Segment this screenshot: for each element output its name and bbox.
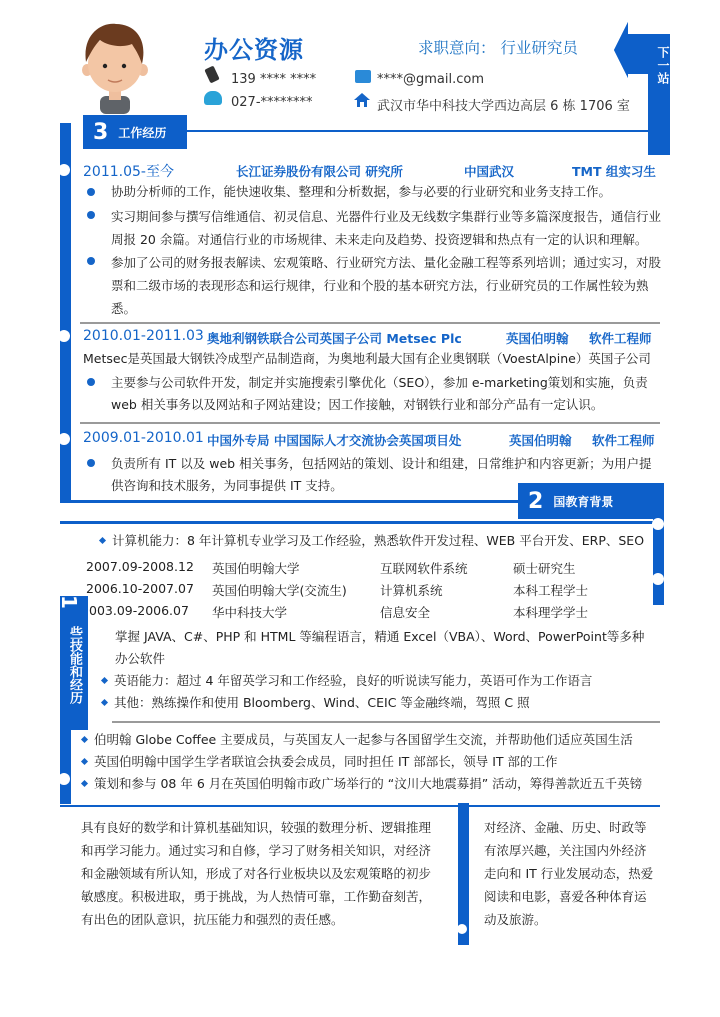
bullet-dot [87,211,95,219]
diamond-bullet-icon [81,758,88,765]
bullet-dot [87,459,95,467]
job-company: 奥地利钢铁联合公司英国子公司 Metsec Plc [207,331,462,346]
work-section-rule [186,130,652,132]
mobile-icon [204,66,219,84]
work-section-number: 3 [93,119,109,145]
job-bullet: 参加了公司的财务报表解读、宏观策略、行业研究方法、量化金融工程等系列培训；通过实习，对股票和二级市场的表现形态和运行规律，行业和个股的基本研究方法，行业研究员的工作属性较为熟悉。 [111,255,662,316]
edu-degree: 本科理学学士 [513,605,589,620]
activity-text: 策划和参与 08 年 6 月在英国伯明翰市政广场举行的 “汶川大地震募捐” 活动，筹得善款近五千英镑 [94,776,643,791]
education-right-bar [653,519,664,605]
edu-period: 2006.10-2007.07 [86,581,194,596]
skills-section-title: 些技能和经历 [67,626,82,704]
activity-item [80,774,642,792]
education-section-title: 国教育背景 [553,494,614,509]
job-role: TMT 组实习生 [572,164,656,179]
work-box-bottom-rule [60,500,520,503]
activity-text: 英国伯明翰中国学生学者联谊会执委会成员，同时担任 IT 部部长，领导 IT 部的工作 [94,754,558,769]
job-description: Metsec是英国最大钢铁冷成型产品制造商，为奥地利最大国有企业奥钢联（VoestAlpine）英国子公司 [83,351,651,366]
bullet-dot [87,188,95,196]
job-divider [80,422,660,424]
bullet-dot [87,378,95,386]
edu-major: 计算机系统 [380,583,443,598]
avatar [78,18,150,114]
diamond-bullet-icon [81,736,88,743]
phone-icon [204,91,222,105]
diamond-bullet-icon [101,699,108,706]
diamond-bullet-icon [81,780,88,787]
edu-major: 互联网软件系统 [380,561,468,576]
edu-school: 英国伯明翰大学(交流生) [212,583,347,598]
edu-degree: 本科工程学士 [513,583,589,598]
diamond-bullet-icon [101,677,108,684]
activity-item [80,730,633,748]
work-section-title: 工作经历 [118,125,167,140]
email-icon [355,70,371,83]
computer-skill-text: 计算机能力：8 年计算机专业学习及工作经验，熟悉软件开发过程、WEB 平台开发、ERP、SEO [112,533,645,548]
mobile-number: 139 **** **** [231,72,317,87]
activity-item [80,752,558,770]
edu-period: 2007.09-2008.12 [86,559,194,574]
job-bullet: 负责所有 IT 以及 web 相关事务，包括网站的策划、设计和组建，日常维护和内容更新；为用户提供咨询和技术服务，为同事提供 IT 支持。 [111,456,652,493]
job-company: 长江证券股份有限公司 研究所 [236,164,403,179]
interests: 对经济、金融、历史、时政等有浓厚兴趣，关注国内外经济走向和 IT 行业发展动态，热爱阅读和电影，喜爱各种体育运动及旅游。 [484,820,654,927]
timeline-node [652,518,664,530]
next-stop-label: 下一站 [656,46,670,85]
diamond-bullet-icon [99,537,106,544]
edu-school: 华中科技大学 [212,605,288,620]
timeline-node [652,573,664,585]
job-role: 软件工程师 [592,433,655,448]
bullet-dot [87,257,95,265]
job-divider [80,322,660,324]
computer-skill [98,531,644,549]
timeline-node [457,924,467,934]
timeline-node [58,164,70,176]
self-evaluation: 具有良好的数学和计算机基础知识，较强的数理分析、逻辑推理和再学习能力。通过实习和自修，学习了财务相关知识，对经济和金融领域有所认知，形成了对各行业板块以及宏观策略的初步敏感度。积极进取，勇于挑战，为人热情可靠，工作勤奋刻苦，有出色的团队意识，抗压能力和强烈的责任感。 [81,820,432,927]
job-company: 中国外专局 中国国际人才交流协会英国项目处 [207,433,462,448]
activity-text: 伯明翰 Globe Coffee 主要成员，与英国友人一起参与各国留学生交流，并帮助他们适应英国生活 [94,732,633,747]
skills-left-bar [60,728,71,804]
job-period: 2011.05-至今 [83,164,174,180]
job-objective: 求职意向： 行业研究员 [418,39,578,57]
job-location: 中国武汉 [464,164,515,179]
job-bullet: 实习期间参与撰写信维通信、初灵信息、光器件行业及无线数字集群行业等多篇深度报告，通信行业周报 20 余篇。对通信行业的市场规律、未来走向及趋势、投资逻辑和热点有一定的认识和理解。 [111,209,662,247]
edu-major: 信息安全 [380,605,431,620]
bottom-rule [60,805,660,807]
home-address: 武汉市华中科技大学西边高层 6 栋 1706 室 [377,99,630,114]
skill-line: 掌握 JAVA、C#、PHP 和 HTML 等编程语言，精通 Excel（VBA）、Word、PowerPoint等多种 [115,629,645,644]
job-role: 软件工程师 [589,331,652,346]
skills-section-number: 1 [56,595,81,609]
skill-bullet [100,693,530,711]
job-period: 2010.01-2011.03 [83,328,204,344]
skill-bullet-text: 其他：熟练操作和使用 Bloomberg、Wind、CEIC 等金融终端，驾照 C 照 [114,695,530,710]
job-bullet: 主要参与公司软件开发，制定并实施搜索引擎优化（SEO），参加 e-marketing策划和实施，负责 web 相关事务以及网站和子网站建设；因工作接触，对钢铁行业和部分产品有一定认识。 [111,375,648,412]
skill-line: 办公软件 [115,651,166,666]
job-period: 2009.01-2010.01 [83,430,204,446]
job-bullet: 协助分析师的工作，能快速收集、整理和分析数据，参与必要的行业研究和业务支持工作。 [111,184,612,199]
education-section-number: 2 [528,488,544,514]
edu-degree: 硕士研究生 [513,561,576,576]
home-icon [354,92,370,106]
work-timeline-bar [60,123,71,503]
job-location: 英国伯明翰 [506,331,569,346]
email-address: ****@gmail.com [377,72,485,87]
timeline-node [58,330,70,342]
job-location: 英国伯明翰 [509,433,572,448]
skills-divider [112,721,660,723]
education-section-badge [518,483,664,519]
work-section-badge [83,115,187,149]
education-top-rule [60,521,660,524]
edu-school: 英国伯明翰大学 [212,561,300,576]
timeline-node [58,773,70,785]
candidate-name: 办公资源 [204,36,304,64]
timeline-node [58,433,70,445]
skill-bullet-text: 英语能力：超过 4 年留英学习和工作经验，良好的听说读写能力，英语可作为工作语言 [114,673,593,688]
edu-period: 003.09-2006.07 [89,603,189,618]
phone-number: 027-******** [231,95,313,110]
skill-bullet [100,671,592,689]
next-stop-arrow[interactable] [614,22,670,155]
